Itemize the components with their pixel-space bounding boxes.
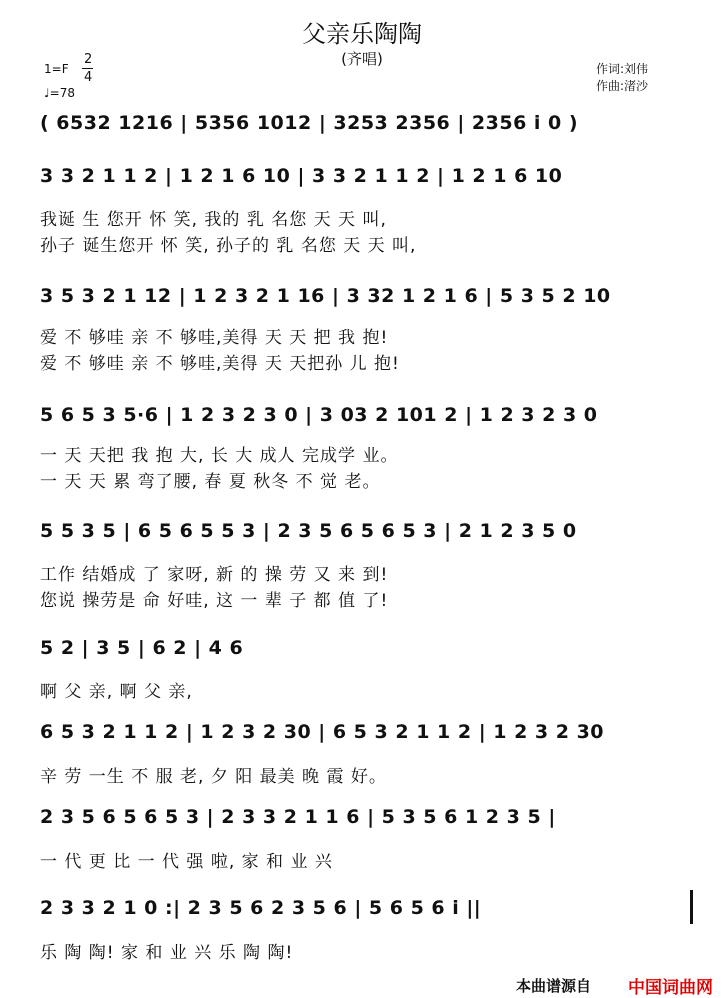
notation-line-4: 5 5 3 5 | 6 5 6 5 5 3 | 2 3 5 6 5 6 5 3 | 2 1 2 3 5 0 [40, 520, 577, 542]
lyric-line-1-verse-1: 我诞 生 您开 怀 笑, 我的 乳 名您 天 天 叫, [40, 210, 387, 230]
lyric-line-2-verse-2: 爱 不 够哇 亲 不 够哇,美得 天 天把孙 儿 抱! [40, 354, 400, 374]
notation-line-7: 2 3 5 6 5 6 5 3 | 2 3 3 2 1 1 6 | 5 3 5 6 1 2 3 5 | [40, 806, 556, 828]
lyric-line-7: 一 代 更 比 一 代 强 啦, 家 和 业 兴 [40, 852, 333, 872]
notation-line-2: 3 5 3 2 1 12 | 1 2 3 2 1 16 | 3 32 1 2 1 6 | 5 3 5 2 10 [40, 285, 611, 307]
lyric-line-3-verse-1: 一 天 天把 我 抱 大, 长 大 成人 完成学 业。 [40, 446, 399, 466]
song-subtitle: (齐唱) [341, 50, 383, 68]
notation-line-6: 6 5 3 2 1 1 2 | 1 2 3 2 30 | 6 5 3 2 1 1 2 | 1 2 3 2 30 [40, 721, 605, 743]
lyric-line-8: 乐 陶 陶! 家 和 业 兴 乐 陶 陶! [40, 943, 294, 963]
lyric-line-3-verse-2: 一 天 天 累 弯了腰, 春 夏 秋冬 不 觉 老。 [40, 472, 381, 492]
lyric-line-4-verse-1: 工作 结婚成 了 家呀, 新 的 操 劳 又 来 到! [40, 565, 389, 585]
lyric-line-6: 辛 劳 一生 不 服 老, 夕 阳 最美 晚 霞 好。 [40, 767, 387, 787]
lyric-line-2-verse-1: 爱 不 够哇 亲 不 够哇,美得 天 天 把 我 抱! [40, 328, 389, 348]
time-signature-numerator: 2 [84, 52, 93, 67]
lyric-line-5: 啊 父 亲, 啊 父 亲, [40, 682, 193, 702]
tempo-marking: ♩=78 [44, 86, 75, 100]
lyric-line-4-verse-2: 您说 操劳是 命 好哇, 这 一 辈 子 都 值 了! [40, 591, 389, 611]
key-signature: 1=F [44, 62, 69, 76]
intro-notation: ( 6532 1216 | 5356 1012 | 3253 2356 | 2356 i 0 ) [40, 112, 579, 134]
time-signature-denominator: 4 [84, 70, 93, 85]
lyric-line-1-verse-2: 孙子 诞生您开 怀 笑, 孙子的 乳 名您 天 天 叫, [40, 236, 417, 256]
footer-site-name[interactable]: 中国词曲网 [628, 978, 713, 998]
song-title: 父亲乐陶陶 [302, 20, 422, 48]
time-signature-divider [82, 68, 93, 69]
notation-line-1: 3 3 2 1 1 2 | 1 2 1 6 10 | 3 3 2 1 1 2 | 1 2 1 6 10 [40, 165, 563, 187]
notation-line-8: 2 3 3 2 1 0 :| 2 3 5 6 2 3 5 6 | 5 6 5 6 i || [40, 897, 482, 919]
final-barline [690, 890, 693, 924]
lyricist-credit: 作词:刘伟 [596, 62, 649, 76]
footer-source-label: 本曲谱源自 [516, 977, 592, 995]
composer-credit: 作曲:渚沙 [596, 79, 649, 93]
notation-line-3: 5 6 5 3 5·6 | 1 2 3 2 3 0 | 3 03 2 101 2 | 1 2 3 2 3 0 [40, 404, 598, 426]
notation-line-5: 5 2 | 3 5 | 6 2 | 4 6 [40, 637, 244, 659]
